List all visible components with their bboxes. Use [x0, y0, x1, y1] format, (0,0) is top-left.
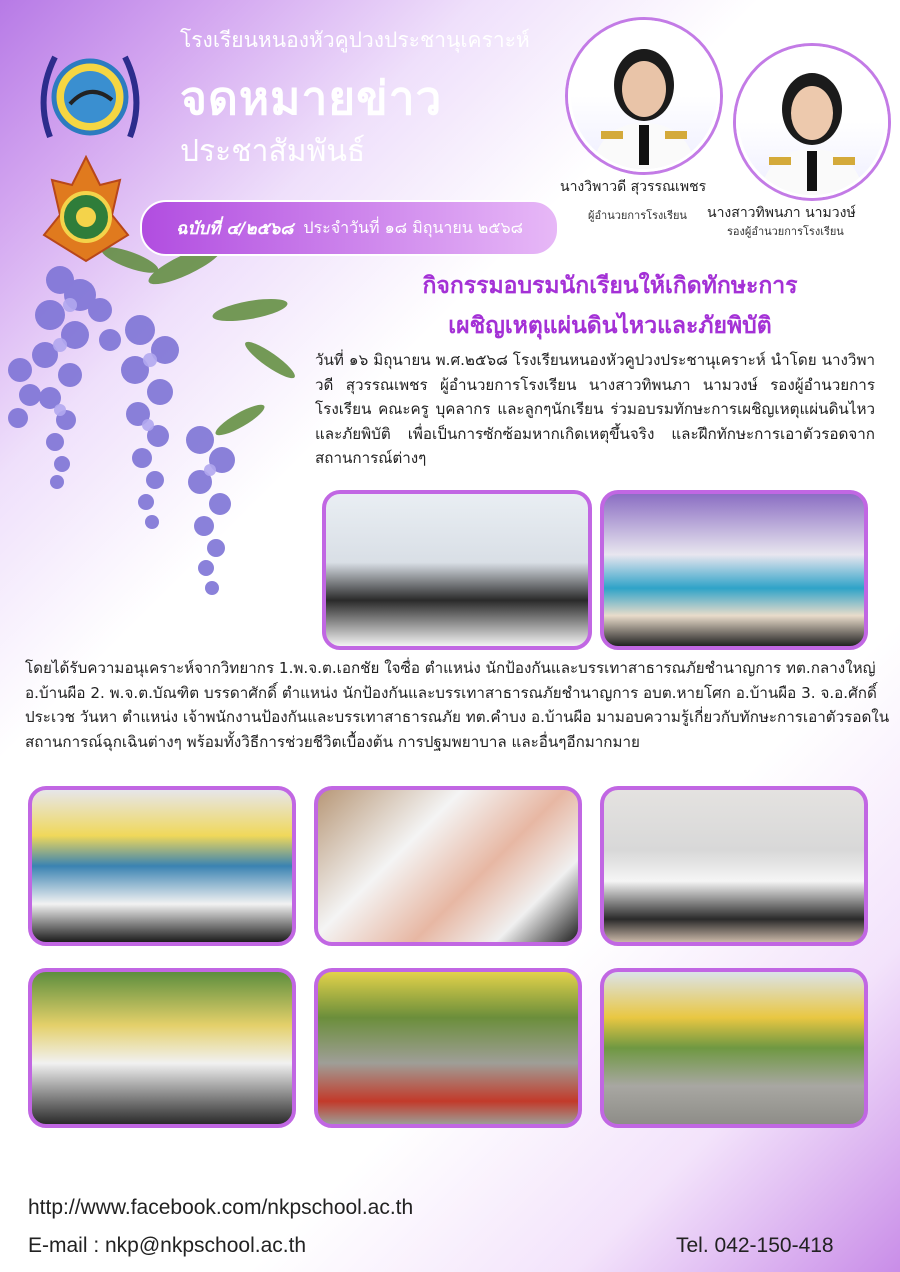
photo-lecture-students — [28, 786, 296, 946]
article-paragraph-2: โดยได้รับความอนุเคราะห์จากวิทยากร 1.พ.จ.ต.เอกชัย ใจซื่อ ตำแหน่ง นักป้องกันและบรรเทาสาธารณภัยชำนาญการ ทต.กลางใหญ่ อ.บ้านผือ 2. พ.จ.ต.บัณฑิต บรรดาศักดิ์ ตำแหน่ง นักป้องกันและบรรเทาสาธารณภัยชำนาญการ อบต.หายโศก อ.บ้านผือ 3. จ.อ.ศักดิ์ประเวช วันหา ตำแหน่ง เจ้าพนักงานป้องกันและบรรเทาสาธารณภัย ทต.คำบง อ.บ้านผือ มามอบความรู้เกี่ยวกับทักษะการเอาตัวรอดในสถานการณ์ฉุกเฉินต่างๆ พร้อมทั้งวิธีการช่วยชีวิตเบื้องต้น การปฐมพยาบาล และอื่นๆอีกมากมาย — [25, 659, 890, 751]
wisteria-flower-illustration — [0, 220, 320, 650]
school-name: โรงเรียนหนองหัวคูปวงประชานุเคราะห์ — [180, 28, 530, 52]
issue-date: ประจำวันที่ ๑๘ มิถุนายน ๒๕๖๘ — [303, 217, 523, 237]
director-role: ผู้อำนวยการโรงเรียน — [588, 209, 687, 222]
deputy-role: รองผู้อำนวยการโรงเรียน — [727, 225, 844, 238]
issue-number: ฉบับที่ ๔/๒๕๖๘ — [176, 218, 294, 239]
person-photo-icon — [739, 49, 885, 195]
photo-students-outdoor — [28, 968, 296, 1128]
director-portrait — [568, 20, 720, 172]
obec-logo — [40, 155, 132, 263]
newsletter-subtitle: ประชาสัมพันธ์ — [180, 134, 366, 169]
article-headline-line2: เผชิญเหตุแผ่นดินไหวและภัยพิบัติ — [448, 313, 772, 339]
photo-fire-extinguisher-training — [314, 968, 582, 1128]
issue-banner — [140, 200, 559, 256]
person-photo-icon — [571, 23, 717, 169]
article-paragraph-1: วันที่ ๑๖ มิถุนายน พ.ศ.๒๕๖๘ โรงเรียนหนองหัวคูปวงประชานุเคราะห์ นำโดย นางวิพาวดี สุวรรณเพชร ผู้อำนวยการโรงเรียน นางสาวทิพนภา นามวงษ์ รองผู้อำนวยการโรงเรียน คณะครู บุคลากร และลูกๆนักเรียน ร่วมอบรมทักษะการเผชิญเหตุแผ่นดินไหวและภัยพิบัติ เพื่อเป็นการซักซ้อมหากเกิดเหตุขึ้นจริง และฝึกทักษะการเอาตัวรอดจากสถานการณ์ต่างๆ — [315, 351, 875, 467]
deputy-director-portrait — [736, 46, 888, 198]
footer-telephone: Tel. 042-150-418 — [676, 1234, 834, 1257]
footer-email[interactable]: E-mail : nkp@nkpschool.ac.th — [28, 1234, 307, 1257]
photo-fire-drill-yard — [600, 968, 868, 1128]
photo-speakers-demo — [600, 490, 868, 650]
school-logo — [30, 42, 150, 152]
photo-cpr-practice — [314, 786, 582, 946]
newsletter-title: จดหมายข่าว — [180, 71, 443, 125]
director-name: นางวิพาวดี สุวรรณเพชร — [560, 179, 707, 195]
photo-assembly-hall — [322, 490, 592, 650]
deputy-name: นางสาวทิพนภา นามวงษ์ — [707, 205, 856, 221]
footer-website[interactable]: http://www.facebook.com/nkpschool.ac.th — [28, 1196, 414, 1219]
article-headline-line1: กิจกรรมอบรมนักเรียนให้เกิดทักษะการ — [422, 273, 798, 299]
photo-drill-exercise — [600, 786, 868, 946]
